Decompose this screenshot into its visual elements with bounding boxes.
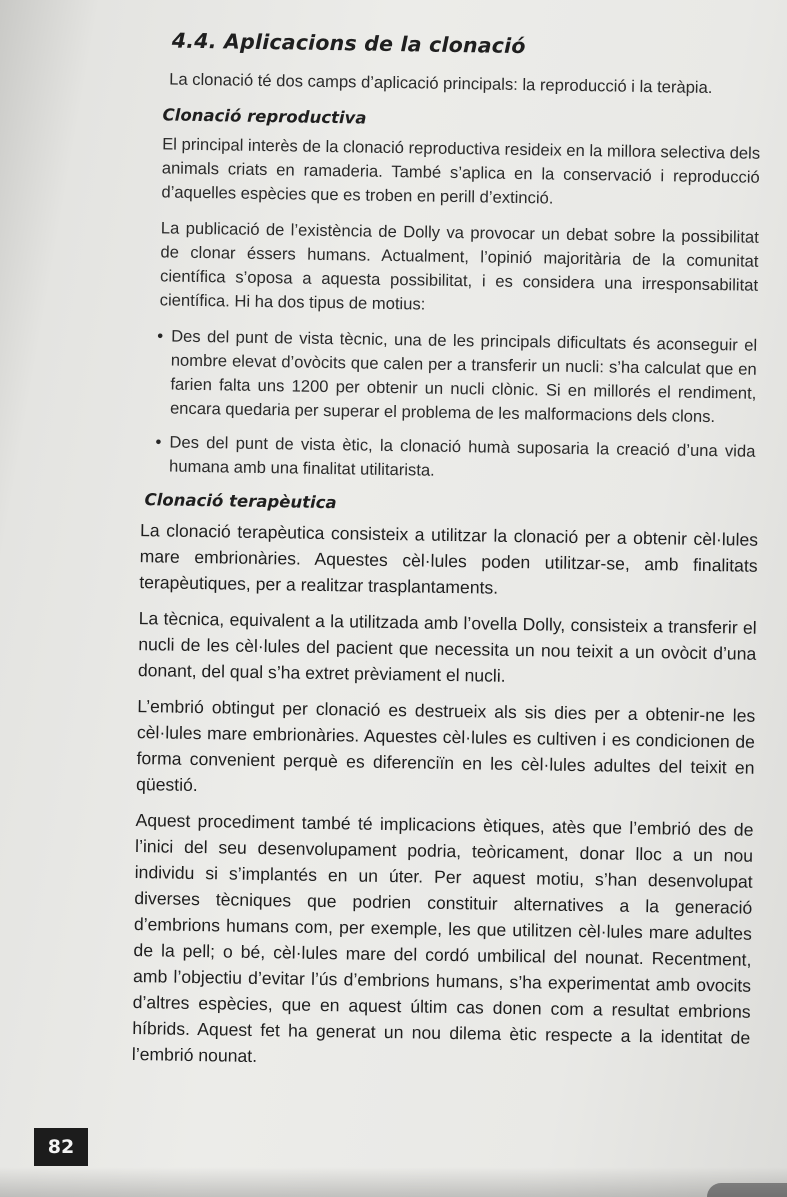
list-item: [157, 325, 758, 430]
therapeutic-heading: Clonació terapèutica: [144, 490, 337, 513]
page-shadow: [0, 1167, 787, 1197]
list-item: [155, 431, 756, 488]
bullet-icon: •: [157, 326, 164, 346]
therapeutic-paragraph-2: La tècnica, equivalent a la utilitzada amb l’ovella Dolly, consisteix a transferir el nucli de les cèl·lules del pacient que necessita un nou teixit a un ovòcit d’una donant, del qual s’ha extret prèviament el nucli.: [137, 608, 757, 686]
therapeutic-paragraph-4: Aquest procediment també té implicacions ètiques, atès que l’embrió des de l’inici del seu desenvolupament podria, teòricament, donar lloc a un nou individu si s’implantés en un úter. Per aquest motiu, s’han desenvolupat diverses tècniques que podrien constituir alternatives a la generació d’embrions humans com, per exemple, les que utilitzen cèl·lules mare adultes de la pell; o bé, cèl·lules mare del cordó umbilical del nounat. Recentment, amb l’objectiu d’evitar l’ús d’embrions humans, s’ha experimentat amb ovocits d’altres espècies, que en aquest últim cas donen com a resultat embrions híbrids. Aquest fet ha generat un nou dilema ètic respecte a la identitat de l’embrió nounat.: [131, 810, 754, 1066]
reproductive-heading: Clonació reproductiva: [162, 105, 367, 128]
reproductive-section: [131, 105, 769, 488]
therapeutic-paragraph-1: La clonació terapèutica consisteix a utilitzar la clonació per a obtenir cèl·lules mare embrionàries. Aquestes cèl·lules poden utilitzar-se, amb finalitats terapèutiques, per a realitzar trasplantaments.: [139, 520, 759, 598]
section-title: 4.4. Aplicacions de la clonació: [171, 28, 526, 59]
bullet-icon: •: [155, 432, 162, 452]
intro-paragraph: La clonació té dos camps d’aplicació principals: la reproducció i la teràpia.: [169, 69, 713, 98]
technical-motive: Des del punt de vista tècnic, una de les principals dificultats és aconseguir el nombre elevat d’ovòcits que calen per a transferir un nucli: s’ha calculat que en farien falta uns 1200 per obtenir un nucli clònic. Si en millorés el rendiment, encara quedaria per superar el problema de les malformacions dels clons.: [169, 326, 758, 427]
therapeutic-paragraph-3: L’embrió obtingut per clonació es destrueix als sis dies per a obtenir-ne les cèl·lules mare embrionàries. Aquestes cèl·lules es cultiven i es condicionen de forma convenient perquè es diferenciïn en les cèl·lules adultes del teixit en qüestió.: [135, 696, 756, 796]
ethical-motive: Des del punt de vista ètic, la clonació humà suposaria la creació d’una vida humana amb una finalitat utilitarista.: [168, 432, 756, 480]
reproductive-paragraph-1: El principal interès de la clonació reproductiva resideix en la millora selectiva dels animals criats en ramaderia. També s’aplica en la conservació i reproducció d’aquelles espècies que es troben en perill d’extinció.: [161, 134, 761, 208]
motives-list: [131, 324, 765, 488]
page-number: 82: [34, 1128, 88, 1166]
page-content: [122, 28, 770, 1087]
therapeutic-section: [122, 490, 763, 1077]
reproductive-paragraph-2: La publicació de l’existència de Dolly va provocar un debat sobre la possibilitat de clonar éssers humans. Actualment, l’opinió majoritària de la comunitat científica s’oposa a aquesta possibilitat, i es considera una irresponsabilitat científica. Hi ha dos tipus de motius:: [159, 218, 759, 314]
